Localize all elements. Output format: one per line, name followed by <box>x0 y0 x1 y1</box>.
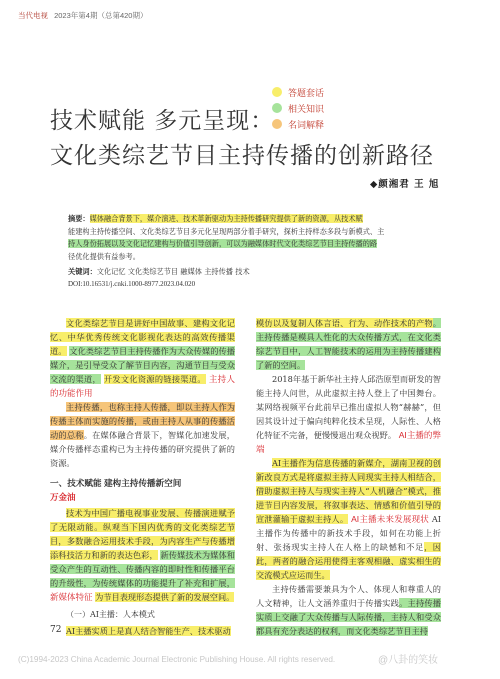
abstract <box>68 213 438 263</box>
annotation-note: 主持人的功能作用 <box>50 374 235 398</box>
highlight-text: 为节目表现形态提供了新的发展空间。 <box>95 592 235 602</box>
highlight-text: 模仿以及复制人体言语、行为、动作技术的产物 <box>256 318 433 328</box>
paragraph <box>256 456 441 582</box>
copyright-footer: (C)1994-2023 China Academic Journal Electronic Publishing House. All rights reserved. <box>18 655 336 664</box>
paragraph <box>256 372 441 456</box>
highlight-text: 技术为中国广播电视事业发展、传播演进赋予了无限动能。纵观当下国内优秀的文化类综艺节目，多数融合运用技术手段，为内容生产与传播增添科技活力和新的表达色彩， <box>50 508 235 560</box>
highlight-text: AI主播实质上是真人结合智能生产、技术驱动 <box>66 626 231 636</box>
keywords-text: 文化记忆 文化类综艺节目 融媒体 主持传播 技术 <box>96 267 250 276</box>
abstract-text: 持人身份拓展以及文化记忆建构与价值引导创新，可以为融媒体时代文化类综艺节目主持传播的路 <box>68 239 378 248</box>
highlight-text: 。主持传播是模具人性化的大众传播方式，在文化类综艺节目中，人工智能技术的运用为主持传播建构了新的空间。 <box>256 318 441 370</box>
paragraph-text: 主持传播需要兼具为个人、体现人和尊重人的人文精神，让人文涵养重归于传播实践 <box>256 584 441 608</box>
doi: DOI:10.16531/j.cnki.1000-8977.2023.04.020 <box>68 280 196 288</box>
abstract-label: 摘要： <box>68 214 90 223</box>
annotation-note: AI主播的弊端 <box>256 430 441 454</box>
highlight-text: 新传媒技术为媒体和受众产生的互动性、传播内容的即时性和传播平台的升级性，为传统媒体的功能提升了补充和扩展， <box>50 550 235 588</box>
paragraph <box>50 400 235 470</box>
highlight-text: 主持传播，也称主持人传播，即以主持人作为传播主体而实施的传播，或由主持人从事的传播活动的总称 <box>50 402 235 440</box>
watermark: @八卦的笑妆 <box>378 655 439 666</box>
author-line: ◆颜湘君 王 旭 <box>370 179 440 190</box>
legend-item <box>272 116 324 132</box>
section-title: 一、技术赋能 建构主持传播新空间 <box>50 478 182 488</box>
paragraph <box>50 506 235 604</box>
abstract-text: 径优化提供有益参考。 <box>68 251 140 261</box>
journal-header <box>18 10 147 21</box>
article-title-line1: 技术赋能 多元呈现： <box>50 108 275 134</box>
keywords <box>68 266 438 278</box>
abstract-text: 媒体融合背景下，媒介演进、技术革新驱动为主持传播研究提供了新的资源，从技术赋 <box>89 214 363 223</box>
highlight-text: 开发文化资源的链接渠道。 <box>103 374 206 384</box>
keywords-label: 关键词： <box>68 267 97 276</box>
paragraph-text: 。在媒体融合背景下，智媒化加速发展，媒介传播样态重构已为主持传播的研究提供了新的资源。 <box>50 430 235 468</box>
page-number: 72 <box>50 625 62 635</box>
highlight-text: ，因此，两者的融合运用使得主客观相融、虚实相生的交流模式应运而生。 <box>256 542 441 580</box>
legend-label: 答题套话 <box>288 87 325 98</box>
paragraph <box>50 624 235 638</box>
paragraph <box>256 582 441 638</box>
highlight-text: 文化类综艺节目是讲好中国故事、建构文化记忆、中华优秀传统文化影视化表达的高效传播渠道。 <box>50 318 235 356</box>
left-column <box>50 316 235 638</box>
journal-name: 当代电视 <box>18 11 48 20</box>
paragraph <box>50 316 235 400</box>
paragraph-text: 2018年基于新华社主持人邱浩原型而研发的智能主持人问世，从此虚拟主持人登上了中国舞台。某网络视频平台此前早已推出虚拟人物“赫赫”，但因其设计过于偏向纯粹化技术呈现，人际性、人格化特征不完备，便慢慢退出观众视野。 <box>256 374 441 440</box>
highlight-text: 文化类综艺节目主持传播作为大众传媒的传播媒介，是引导受众了解节目内容，沟通节目与受众交流的渠道， <box>50 346 235 384</box>
abstract-text: 能建构主持传播空间、文化类综艺节目多元化呈现两部分着手研究，探析主持样态多段与新模式、主 <box>68 226 385 236</box>
article-title-line2: 文化类综艺节目主持传播的创新路径 <box>50 143 434 169</box>
subsection-heading: （一）AI主播：人本模式 <box>66 610 155 619</box>
paragraph-text: AI主播作为传播中的新技术手段，如何在功能上折射、张扬现实主持人在人格上的缺憾和不足 <box>256 514 441 552</box>
highlight-legend <box>272 84 324 132</box>
highlight-text: 。主持传播实质上交融了大众传播与人际传播，主持人和受众都具有充分表达的权利，而文化类综艺节目主持 <box>256 598 441 636</box>
yellow-dot-icon <box>272 87 282 97</box>
annotation-note: 新媒体特征 <box>50 592 93 602</box>
legend-item <box>272 100 324 116</box>
annotation-note: 万金油 <box>50 492 76 502</box>
section-heading <box>50 476 235 504</box>
paragraph <box>256 316 441 372</box>
legend-label: 相关知识 <box>288 103 325 114</box>
annotation-note: AI主播未来发展现状 <box>351 514 430 524</box>
issue-info: 2023年第4期（总第420期） <box>54 11 148 20</box>
right-column <box>256 316 441 638</box>
highlight-text: AI主播作为信息传播的新媒介，湖南卫视的创新改良方式是将虚拟主持人同现实主持人相结合，借助虚拟主持人与现实主持人“人机融合”模式，推进节目内容发展，将叙事表达、情感和价值引导的宣泄灌输于虚拟主持人。 <box>256 458 441 524</box>
legend-item <box>272 84 324 100</box>
legend-label: 名词解释 <box>288 119 325 130</box>
